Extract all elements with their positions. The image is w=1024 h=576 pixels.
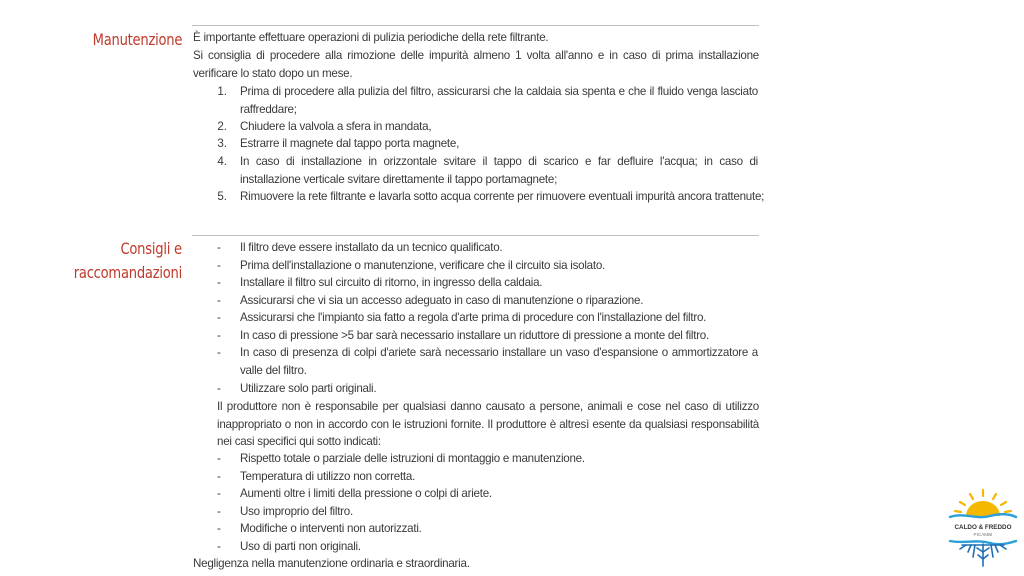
- bullet-dash: -: [217, 241, 221, 254]
- recommendation-item: Il filtro deve essere installato da un tecnico qualificato.: [240, 241, 503, 254]
- recommendation-item: Assicurarsi che l'impianto sia fatto a regola d'arte prima di procedure con l'installazione del filtro.: [240, 311, 707, 324]
- disclaimer-paragraph: Il produttore non è responsabile per qualsiasi danno causato a persone, animali e cose nel caso di utilizzo inappropriato o non in accordo con le istruzioni fornite. Il produttore è altresì esente da qualsiasi responsabilità nei casi specifici qui sotto indicati:: [217, 400, 759, 449]
- company-logo: [944, 486, 1022, 568]
- sun-snowflake-logo-icon: [944, 486, 1022, 568]
- logo-text-1: CALDO & FREDDO: [954, 524, 1012, 531]
- bullet-dash: -: [217, 382, 221, 395]
- recommendation-item: In caso di pressione >5 bar sarà necessario installare un riduttore di pressione a monte del filtro.: [240, 329, 709, 342]
- bullet-dash: -: [217, 505, 221, 518]
- step-number: 2.: [217, 120, 227, 133]
- bullet-dash: -: [217, 346, 221, 359]
- bullet-dash: -: [217, 522, 221, 535]
- bullet-dash: -: [217, 470, 221, 483]
- step-text: Rimuovere la rete filtrante e lavarla sotto acqua corrente per rimuovere eventuali impurità ancora trattenute;: [240, 190, 765, 203]
- step-number: 5.: [217, 190, 227, 203]
- bullet-dash: -: [217, 452, 221, 465]
- step-number: 3.: [217, 137, 227, 150]
- section-title-consigli-line1: Consigli e: [120, 239, 182, 258]
- bullet-dash: -: [217, 294, 221, 307]
- section-divider: [192, 235, 759, 236]
- recommendation-item: Utilizzare solo parti originali.: [240, 382, 377, 395]
- bullet-dash: -: [217, 276, 221, 289]
- logo-text-2: PICAMBI: [973, 532, 993, 537]
- bullet-dash: -: [217, 487, 221, 500]
- manutenzione-intro-1: È importante effettuare operazioni di pulizia periodiche della rete filtrante.: [193, 31, 549, 44]
- section-title-manutenzione: Manutenzione: [92, 30, 182, 49]
- step-text: Estrarre il magnete dal tappo porta magnete,: [240, 137, 460, 150]
- step-text: Chiudere la valvola a sfera in mandata,: [240, 120, 432, 133]
- section-title-consigli-line2: raccomandazioni: [73, 263, 182, 282]
- bullet-dash: -: [217, 329, 221, 342]
- bullet-dash: -: [217, 311, 221, 324]
- exclusion-item: Modifiche o interventi non autorizzati.: [240, 522, 422, 535]
- step-text: In caso di installazione in orizzontale svitare il tappo di scarico e far defluire l'acqua; in caso di installazione verticale svitare direttamente il tappo portamagnete;: [240, 155, 758, 186]
- bullet-dash: -: [217, 540, 221, 553]
- manutenzione-intro-2: Si consiglia di procedere alla rimozione delle impurità almeno 1 volta all'anno e in caso di prima installazione verificare lo stato dopo un mese.: [193, 49, 759, 80]
- exclusion-item: Rispetto totale o parziale delle istruzioni di montaggio e manutenzione.: [240, 452, 585, 465]
- step-number: 4.: [217, 155, 227, 168]
- exclusion-item: Aumenti oltre i limiti della pressione o colpi di ariete.: [240, 487, 492, 500]
- top-divider: [192, 25, 759, 26]
- final-note: Negligenza nella manutenzione ordinaria e straordinaria.: [193, 557, 470, 570]
- bullet-dash: -: [217, 259, 221, 272]
- recommendation-item: In caso di presenza di colpi d'ariete sarà necessario installare un vaso d'espansione o ammortizzatore a valle del filtro.: [240, 346, 758, 377]
- recommendation-item: Prima dell'installazione o manutenzione, verificare che il circuito sia isolato.: [240, 259, 605, 272]
- recommendation-item: Assicurarsi che vi sia un accesso adeguato in caso di manutenzione o riparazione.: [240, 294, 644, 307]
- recommendation-item: Installare il filtro sul circuito di ritorno, in ingresso della caldaia.: [240, 276, 543, 289]
- exclusion-item: Temperatura di utilizzo non corretta.: [240, 470, 416, 483]
- exclusion-item: Uso di parti non originali.: [240, 540, 361, 553]
- step-text: Prima di procedere alla pulizia del filtro, assicurarsi che la caldaia sia spenta e che il fluido venga lasciato raffreddare;: [240, 85, 758, 116]
- step-number: 1.: [217, 85, 227, 98]
- exclusion-item: Uso improprio del filtro.: [240, 505, 353, 518]
